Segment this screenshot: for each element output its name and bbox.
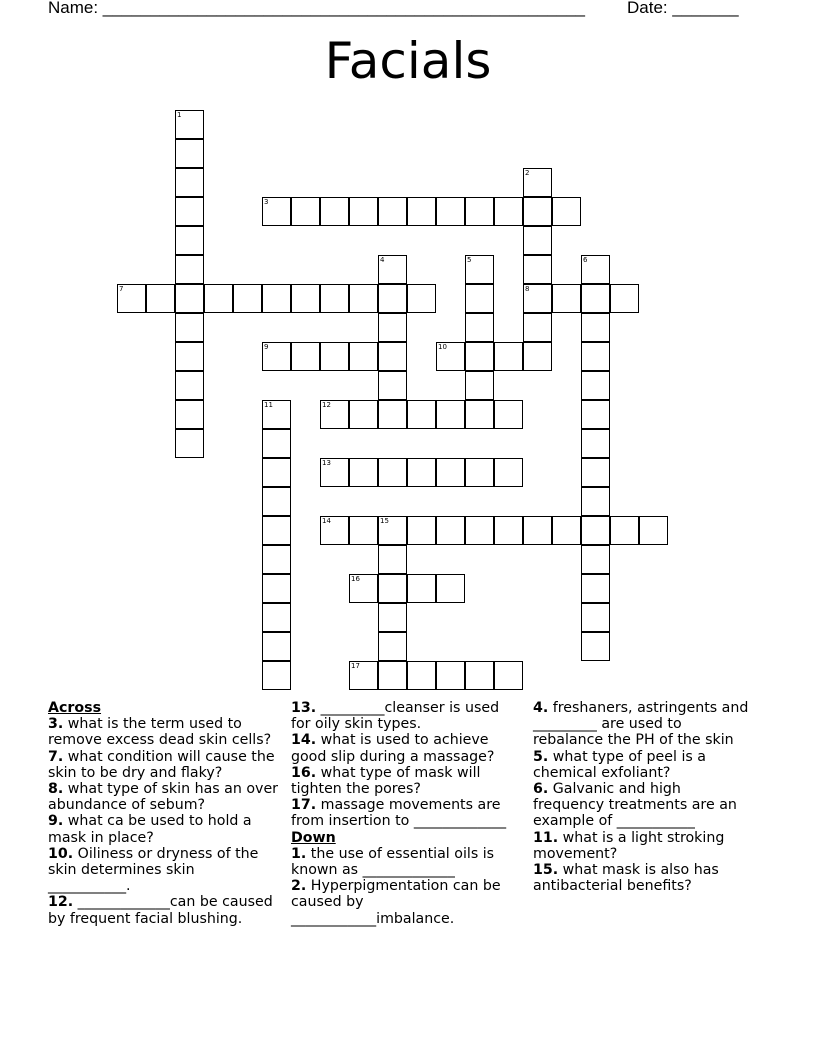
grid-cell[interactable]: [378, 661, 407, 690]
grid-cell[interactable]: [436, 400, 465, 429]
clue-down-4: 4. freshaners, astringents and _________ are used to rebalance the PH of the skin: [533, 700, 749, 749]
grid-cell[interactable]: [378, 545, 407, 574]
clue-number: 16: [351, 575, 360, 583]
grid-cell[interactable]: [349, 661, 378, 690]
grid-cell[interactable]: [494, 661, 523, 690]
grid-cell[interactable]: [262, 400, 291, 429]
grid-cell[interactable]: [349, 574, 378, 603]
clue-down-15: 15. what mask is also has antibacterial benefits?: [533, 862, 719, 895]
grid-cell[interactable]: [378, 632, 407, 661]
grid-cell[interactable]: [175, 400, 204, 429]
grid-cell[interactable]: [262, 545, 291, 574]
grid-cell[interactable]: [378, 284, 407, 313]
grid-cell[interactable]: [407, 574, 436, 603]
grid-cell[interactable]: [175, 429, 204, 458]
grid-cell[interactable]: [233, 284, 262, 313]
page-title: Facials: [324, 32, 492, 90]
grid-cell[interactable]: [291, 197, 320, 226]
clue-down-2: 2. Hyperpigmentation can be caused by ____________imbalance.: [291, 878, 501, 927]
clue-number: 10: [438, 343, 447, 351]
clue-across-10: 10. Oiliness or dryness of the skin determines skin ___________.: [48, 845, 259, 895]
grid-cell[interactable]: [378, 400, 407, 429]
grid-cell[interactable]: [436, 516, 465, 545]
grid-cell[interactable]: [262, 429, 291, 458]
grid-cell[interactable]: [639, 516, 668, 545]
grid-cell[interactable]: [581, 603, 610, 632]
clue-number: 13: [322, 459, 331, 467]
name-field-line[interactable]: Name: ___________________________________________________: [48, 0, 585, 17]
grid-cell[interactable]: [436, 342, 465, 371]
clue-across-12: 12. _____________can be caused by frequent facial blushing.: [48, 894, 273, 927]
grid-cell[interactable]: [378, 342, 407, 371]
grid-cell[interactable]: [407, 661, 436, 690]
grid-cell[interactable]: [465, 516, 494, 545]
grid-cell[interactable]: [552, 284, 581, 313]
clue-across-13: 13. _________cleanser is used for oily skin types.: [291, 700, 500, 733]
grid-cell[interactable]: [494, 342, 523, 371]
grid-cell[interactable]: [175, 197, 204, 226]
clue-number: 11: [264, 401, 273, 409]
clue-number: 12: [322, 401, 331, 409]
grid-cell[interactable]: [320, 458, 349, 487]
grid-cell[interactable]: [175, 342, 204, 371]
clue-number: 17: [351, 662, 360, 670]
grid-cell[interactable]: [523, 516, 552, 545]
grid-cell[interactable]: [581, 632, 610, 661]
grid-cell[interactable]: [465, 313, 494, 342]
grid-cell[interactable]: [175, 168, 204, 197]
grid-cell[interactable]: [175, 226, 204, 255]
grid-cell[interactable]: [465, 342, 494, 371]
grid-cell[interactable]: [291, 284, 320, 313]
clue-across-16: 16. what type of mask will tighten the pores?: [291, 764, 481, 798]
grid-cell[interactable]: [407, 284, 436, 313]
clue-number: 5: [467, 256, 472, 264]
grid-cell[interactable]: [262, 284, 291, 313]
grid-cell[interactable]: [610, 516, 639, 545]
down-heading: Down: [291, 829, 336, 846]
grid-cell[interactable]: [320, 516, 349, 545]
grid-cell[interactable]: [494, 400, 523, 429]
grid-cell[interactable]: [523, 168, 552, 197]
grid-cell[interactable]: [407, 458, 436, 487]
clue-number: 1: [177, 111, 182, 119]
grid-cell[interactable]: [378, 313, 407, 342]
grid-cell[interactable]: [581, 458, 610, 487]
grid-cell[interactable]: [146, 284, 175, 313]
grid-cell[interactable]: [378, 516, 407, 545]
clue-number: 6: [583, 256, 588, 264]
grid-cell[interactable]: [465, 458, 494, 487]
grid-cell[interactable]: [320, 197, 349, 226]
clue-down-1: 1. the use of essential oils is known as _____________: [291, 845, 495, 879]
grid-cell[interactable]: [117, 284, 146, 313]
grid-cell[interactable]: [581, 400, 610, 429]
grid-cell[interactable]: [291, 342, 320, 371]
grid-cell[interactable]: [494, 458, 523, 487]
clue-down-6: 6. Galvanic and high frequency treatments are an example of ___________: [533, 781, 737, 830]
clue-across-8: 8. what type of skin has an over abundance of sebum?: [48, 781, 279, 814]
grid-cell[interactable]: [349, 458, 378, 487]
clue-down-11: 11. what is a light stroking movement?: [533, 829, 725, 862]
grid-cell[interactable]: [349, 400, 378, 429]
clue-across-9: 9. what ca be used to hold a mask in place?: [48, 813, 252, 846]
grid-cell[interactable]: [262, 197, 291, 226]
grid-cell[interactable]: [465, 197, 494, 226]
grid-cell[interactable]: [175, 371, 204, 400]
grid-cell[interactable]: [349, 516, 378, 545]
date-field-line[interactable]: Date: _______: [627, 0, 739, 17]
grid-cell[interactable]: [349, 284, 378, 313]
grid-cell[interactable]: [465, 400, 494, 429]
grid-cell[interactable]: [407, 516, 436, 545]
grid-cell[interactable]: [581, 487, 610, 516]
clue-number: 15: [380, 517, 389, 525]
grid-cell[interactable]: [581, 371, 610, 400]
grid-cell[interactable]: [378, 371, 407, 400]
grid-cell[interactable]: [581, 313, 610, 342]
grid-cell[interactable]: [262, 458, 291, 487]
grid-cell[interactable]: [262, 342, 291, 371]
grid-cell[interactable]: [378, 574, 407, 603]
grid-cell[interactable]: [436, 661, 465, 690]
clues-column-2: [291, 700, 523, 927]
grid-cell[interactable]: [523, 197, 552, 226]
clue-across-3: 3. what is the term used to remove excess dead skin cells?: [48, 716, 272, 749]
grid-cell[interactable]: [407, 400, 436, 429]
clue-across-17: 17. massage movements are from insertion to _____________: [291, 797, 507, 830]
grid-cell[interactable]: [262, 574, 291, 603]
grid-cell[interactable]: [494, 197, 523, 226]
grid-cell[interactable]: [175, 255, 204, 284]
grid-cell[interactable]: [378, 255, 407, 284]
clue-number: 4: [380, 256, 385, 264]
clue-number: 3: [264, 198, 269, 206]
grid-cell[interactable]: [320, 400, 349, 429]
clue-number: 7: [119, 285, 124, 293]
grid-cell[interactable]: [610, 284, 639, 313]
grid-cell[interactable]: [436, 197, 465, 226]
grid-cell[interactable]: [581, 284, 610, 313]
grid-cell[interactable]: [378, 197, 407, 226]
grid-cell[interactable]: [581, 545, 610, 574]
grid-cell[interactable]: [523, 313, 552, 342]
grid-cell[interactable]: [262, 632, 291, 661]
grid-cell[interactable]: [175, 110, 204, 139]
grid-cell[interactable]: [581, 516, 610, 545]
clue-across-7: 7. what condition will cause the skin to be dry and flaky?: [48, 748, 275, 781]
clue-number: 14: [322, 517, 331, 525]
clue-across-14: 14. what is used to achieve good slip during a massage?: [291, 732, 495, 765]
grid-cell[interactable]: [523, 255, 552, 284]
clue-down-5: 5. what type of peel is a chemical exfoliant?: [533, 748, 706, 781]
grid-cell[interactable]: [320, 342, 349, 371]
grid-cell[interactable]: [262, 603, 291, 632]
grid-cell[interactable]: [349, 197, 378, 226]
grid-cell[interactable]: [175, 139, 204, 168]
grid-cell[interactable]: [349, 342, 378, 371]
grid-cell[interactable]: [175, 284, 204, 313]
grid-cell[interactable]: [581, 342, 610, 371]
grid-cell[interactable]: [494, 516, 523, 545]
grid-cell[interactable]: [436, 458, 465, 487]
grid-cell[interactable]: [407, 197, 436, 226]
clues-column-3: [533, 700, 753, 894]
grid-cell[interactable]: [436, 574, 465, 603]
clue-number: 2: [525, 169, 530, 177]
grid-cell[interactable]: [378, 458, 407, 487]
grid-cell[interactable]: [523, 342, 552, 371]
grid-cell[interactable]: [465, 661, 494, 690]
clue-number: 8: [525, 285, 530, 293]
clues-column-1: [48, 700, 280, 927]
grid-cell[interactable]: [262, 516, 291, 545]
grid-cell[interactable]: [581, 429, 610, 458]
clue-number: 9: [264, 343, 269, 351]
grid-cell[interactable]: [262, 487, 291, 516]
grid-cell[interactable]: [581, 255, 610, 284]
grid-cell[interactable]: [523, 284, 552, 313]
grid-cell[interactable]: [523, 226, 552, 255]
grid-cell[interactable]: [552, 197, 581, 226]
grid-cell[interactable]: [175, 313, 204, 342]
grid-cell[interactable]: [204, 284, 233, 313]
grid-cell[interactable]: [465, 371, 494, 400]
grid-cell[interactable]: [320, 284, 349, 313]
across-heading: Across: [48, 700, 102, 716]
grid-cell[interactable]: [465, 284, 494, 313]
grid-cell[interactable]: [465, 255, 494, 284]
grid-cell[interactable]: [581, 574, 610, 603]
grid-cell[interactable]: [552, 516, 581, 545]
grid-cell[interactable]: [262, 661, 291, 690]
grid-cell[interactable]: [378, 603, 407, 632]
